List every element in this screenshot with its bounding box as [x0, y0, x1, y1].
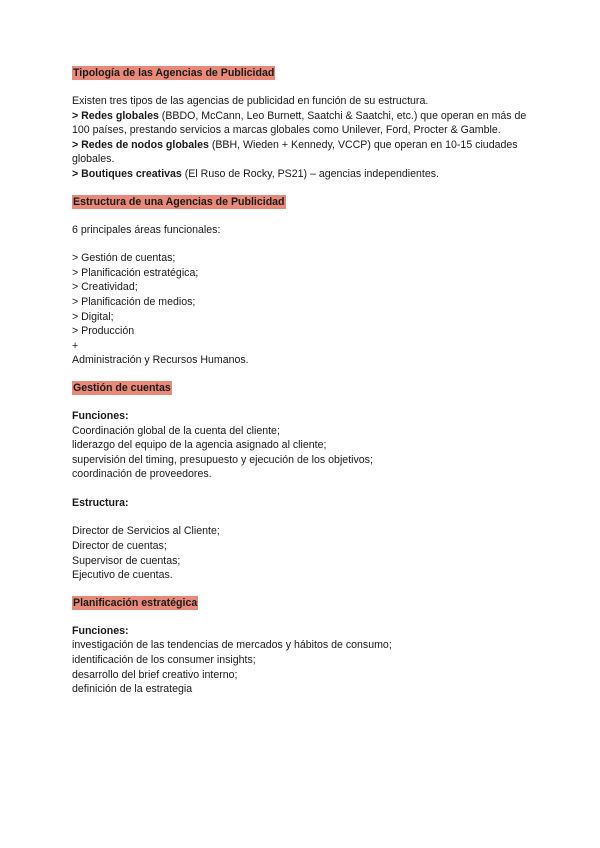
- list-item: desarrollo del brief creativo interno;: [72, 668, 238, 681]
- list-item: > Planificación de medios;: [72, 295, 196, 308]
- list-item: definición de la estrategia: [72, 683, 193, 696]
- tipologia-intro: Existen tres tipos de las agencias de publicidad en función de su estructura.: [72, 95, 429, 107]
- list-item: > Gestión de cuentas;: [72, 252, 176, 265]
- gestion-estructura-label: Estructura:: [72, 496, 129, 509]
- list-item: Coordinación global de la cuenta del cliente;: [72, 424, 280, 437]
- heading-planificacion: Planificación estratégica: [73, 596, 198, 609]
- list-item: Director de cuentas;: [72, 540, 167, 553]
- list-item: > Producción: [72, 325, 135, 338]
- item-bold: Boutiques creativas: [81, 167, 182, 180]
- item-prefix: >: [72, 167, 82, 180]
- tipologia-item-redes-globales: [72, 109, 542, 138]
- list-item: > Creatividad;: [72, 281, 138, 294]
- list-item: Ejecutivo de cuentas.: [72, 569, 173, 582]
- plus-sign: +: [72, 339, 79, 352]
- item-text: (BBH, Wieden + Kennedy, VCCP) que operan en 10-15 ciudades globales.: [72, 138, 518, 166]
- section-gestion: [72, 381, 542, 395]
- estructura-intro: 6 principales áreas funcionales:: [72, 223, 221, 236]
- section-planificacion: [72, 596, 542, 610]
- item-text: (BBDO, McCann, Leo Burnett, Saatchi & Saatchi, etc.) que operan en más de 100 países, prestando servicios a marcas globales como Unilever, Ford, Procter & Gamble.: [72, 109, 527, 137]
- heading-estructura: Estructura de una Agencias de Publicidad: [73, 195, 285, 208]
- item-bold: Redes de nodos globales: [81, 138, 209, 151]
- list-item: investigación de las tendencias de mercados y hábitos de consumo;: [72, 639, 392, 652]
- section-tipologia: [72, 66, 542, 80]
- estructura-extra: Administración y Recursos Humanos.: [72, 354, 249, 367]
- list-item: supervisión del timing, presupuesto y ejecución de los objetivos;: [72, 453, 373, 466]
- list-item: > Planificación estratégica;: [72, 266, 199, 279]
- heading-tipologia: Tipología de las Agencias de Publicidad: [73, 67, 275, 79]
- section-estructura: [72, 195, 542, 209]
- planificacion-funciones-label: Funciones:: [72, 624, 129, 637]
- list-item: Director de Servicios al Cliente;: [72, 525, 220, 538]
- list-item: Supervisor de cuentas;: [72, 554, 181, 567]
- item-prefix: >: [72, 138, 82, 151]
- list-item: liderazgo del equipo de la agencia asignado al cliente;: [72, 439, 327, 452]
- item-prefix: >: [72, 109, 82, 122]
- item-bold: Redes globales: [81, 109, 159, 122]
- list-item: identificación de los consumer insights;: [72, 654, 256, 667]
- document-page: [72, 66, 542, 697]
- gestion-funciones-label: Funciones:: [72, 409, 129, 422]
- tipologia-item-boutiques: [72, 167, 542, 182]
- item-text: (El Ruso de Rocky, PS21) – agencias independientes.: [181, 167, 439, 180]
- list-item: > Digital;: [72, 310, 114, 323]
- heading-gestion: Gestión de cuentas: [73, 381, 171, 394]
- list-item: coordinación de proveedores.: [72, 468, 212, 481]
- tipologia-item-redes-nodos: [72, 138, 542, 167]
